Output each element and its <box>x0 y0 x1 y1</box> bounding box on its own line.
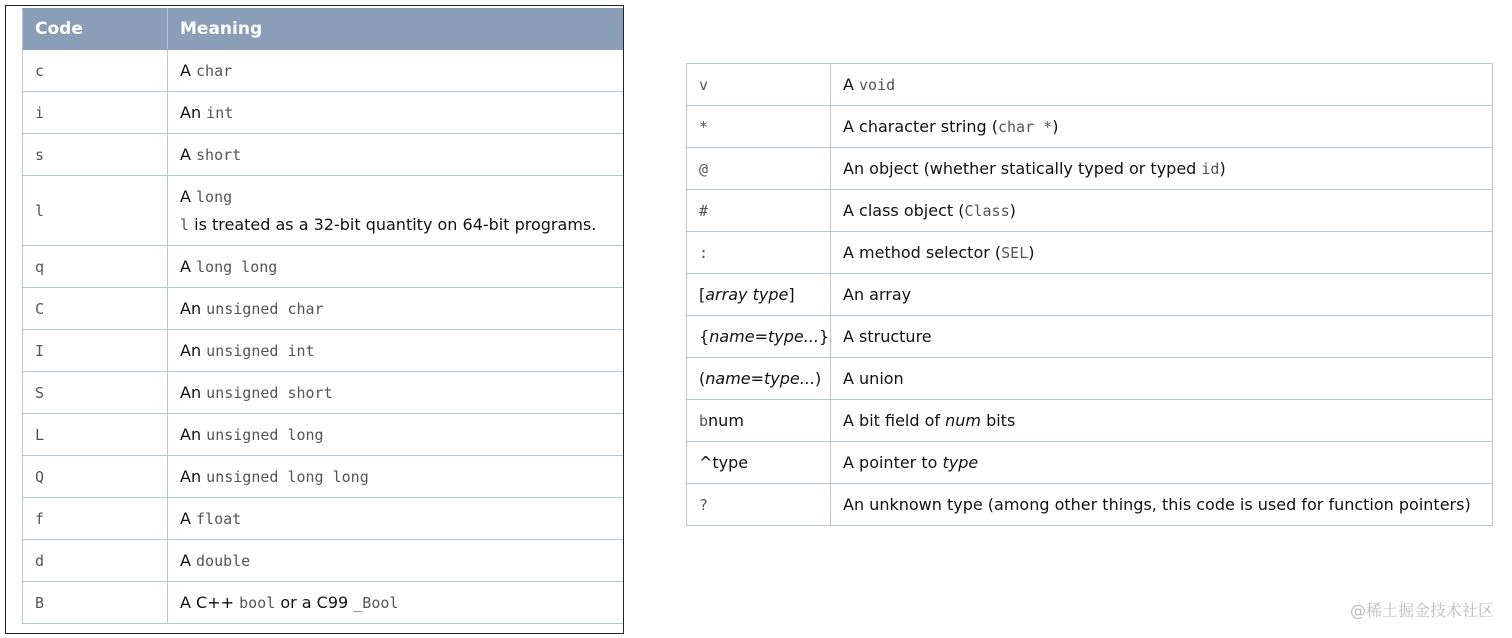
table-row <box>687 484 1493 526</box>
text-segment: S <box>35 384 45 402</box>
text-segment: A <box>180 61 197 80</box>
text-segment: An <box>180 383 207 402</box>
table-row <box>23 498 625 540</box>
meaning-line <box>843 201 1480 220</box>
code-cell <box>23 92 168 134</box>
meaning-line <box>843 495 1480 514</box>
meaning-line <box>843 159 1480 178</box>
code-cell <box>23 288 168 330</box>
text-segment: A <box>843 75 860 94</box>
code-cell <box>687 64 831 106</box>
meaning-cell <box>168 330 625 372</box>
meaning-line <box>843 411 1480 430</box>
table-row <box>23 456 625 498</box>
watermark: @稀土掘金技术社区 <box>1349 601 1494 620</box>
meaning-line <box>843 453 1480 472</box>
meaning-cell <box>168 92 625 134</box>
table-row <box>687 442 1493 484</box>
meaning-cell <box>831 64 1493 106</box>
text-segment: An object (whether statically typed or typed <box>843 159 1202 178</box>
code-cell <box>687 190 831 232</box>
text-segment: unsigned int <box>206 342 315 360</box>
code-cell <box>23 50 168 92</box>
table-row <box>687 64 1493 106</box>
meaning-cell <box>831 316 1493 358</box>
text-segment: A <box>180 145 197 164</box>
text-segment: A pointer to <box>843 453 943 472</box>
table-row <box>23 176 625 246</box>
text-segment: long <box>196 187 233 206</box>
meaning-line <box>180 183 615 211</box>
meaning-line <box>180 593 615 612</box>
meaning-line <box>180 425 615 444</box>
text-segment: An <box>180 103 207 122</box>
text-segment: A character string ( <box>843 117 998 136</box>
meaning-cell <box>831 358 1493 400</box>
text-segment: A structure <box>843 327 932 346</box>
text-segment: q <box>35 258 45 276</box>
text-segment: Q <box>35 468 45 486</box>
code-cell <box>23 540 168 582</box>
meaning-cell <box>168 176 625 246</box>
text-segment: L <box>35 426 45 444</box>
meaning-line <box>180 145 615 164</box>
text-segment: A <box>180 257 197 276</box>
meaning-line <box>180 103 615 122</box>
meaning-cell <box>831 442 1493 484</box>
table-row <box>687 148 1493 190</box>
meaning-line <box>180 383 615 402</box>
left-table-frame <box>5 5 624 634</box>
meaning-cell <box>168 288 625 330</box>
text-segment: A union <box>843 369 904 388</box>
text-segment: void <box>859 76 896 94</box>
text-segment: # <box>699 202 709 220</box>
text-segment: char <box>196 62 233 80</box>
text-segment: f <box>35 510 45 528</box>
text-segment: I <box>35 342 45 360</box>
code-cell <box>23 134 168 176</box>
table-row <box>23 50 625 92</box>
table-row <box>687 400 1493 442</box>
meaning-cell <box>168 456 625 498</box>
code-cell <box>687 358 831 400</box>
text-segment: : <box>699 244 709 262</box>
text-segment: A <box>180 186 197 206</box>
text-segment: A bit field of <box>843 411 946 430</box>
table-row <box>23 372 625 414</box>
meaning-cell <box>831 400 1493 442</box>
code-cell <box>687 232 831 274</box>
text-segment: ^type <box>699 453 749 472</box>
header-code: Code <box>23 9 168 50</box>
text-segment: An unknown type (among other things, this code is used for function pointers) <box>843 495 1471 514</box>
text-segment: [ <box>699 285 706 304</box>
text-segment: An array <box>843 285 912 304</box>
code-cell <box>687 316 831 358</box>
meaning-line <box>843 75 1480 94</box>
meaning-line <box>843 243 1480 262</box>
text-segment: A C++ <box>180 593 240 612</box>
text-segment: * <box>699 118 709 136</box>
code-cell <box>687 442 831 484</box>
meaning-line <box>180 257 615 276</box>
text-segment: An <box>180 467 207 486</box>
code-cell <box>687 484 831 526</box>
table-row <box>23 246 625 288</box>
text-segment: ) <box>1028 243 1035 262</box>
code-cell <box>23 582 168 624</box>
text-segment: double <box>196 552 251 570</box>
text-segment: is treated as a 32-bit quantity on 64-bit programs. <box>189 214 597 234</box>
text-segment: ) <box>1052 117 1059 136</box>
meaning-cell <box>831 484 1493 526</box>
text-segment: _Bool <box>353 594 399 612</box>
meaning-cell <box>831 106 1493 148</box>
table-row <box>23 288 625 330</box>
meaning-cell <box>831 190 1493 232</box>
meaning-cell <box>168 50 625 92</box>
table-row <box>23 582 625 624</box>
meaning-cell <box>831 274 1493 316</box>
text-segment: d <box>35 552 45 570</box>
text-segment: char * <box>998 118 1053 136</box>
text-segment: num <box>945 411 981 430</box>
meaning-line <box>180 509 615 528</box>
code-cell <box>23 414 168 456</box>
meaning-line <box>180 61 615 80</box>
code-cell <box>23 456 168 498</box>
text-segment: unsigned char <box>206 300 324 318</box>
code-cell <box>23 176 168 246</box>
text-segment: ? <box>699 496 709 514</box>
table-header-row <box>23 9 625 50</box>
code-cell <box>23 372 168 414</box>
meaning-cell <box>168 414 625 456</box>
text-segment: { <box>699 327 710 346</box>
text-segment: v <box>699 76 709 94</box>
text-segment: A class object ( <box>843 201 965 220</box>
table-row <box>687 232 1493 274</box>
table-row <box>23 414 625 456</box>
code-cell <box>23 498 168 540</box>
text-segment: unsigned long long <box>206 468 369 486</box>
text-segment: Class <box>964 202 1010 220</box>
text-segment: unsigned long <box>206 426 324 444</box>
meaning-line <box>180 211 615 239</box>
text-segment: A method selector ( <box>843 243 1002 262</box>
type-encoding-table-right <box>686 63 1493 526</box>
text-segment: i <box>35 104 45 122</box>
table-row <box>23 92 625 134</box>
text-segment: name=type... <box>709 327 819 346</box>
table-row <box>687 316 1493 358</box>
text-segment: ] <box>788 285 795 304</box>
text-segment: array type <box>705 285 789 304</box>
text-segment: bits <box>980 411 1016 430</box>
meaning-cell <box>168 582 625 624</box>
text-segment: ) <box>815 369 822 388</box>
text-segment: l <box>180 215 190 234</box>
table-row <box>23 540 625 582</box>
text-segment: An <box>180 425 207 444</box>
code-cell <box>687 274 831 316</box>
text-segment: bool <box>239 594 276 612</box>
text-segment: An <box>180 341 207 360</box>
meaning-cell <box>168 372 625 414</box>
text-segment: SEL <box>1001 244 1029 262</box>
text-segment: c <box>35 62 45 80</box>
table-row <box>687 106 1493 148</box>
text-segment: A <box>180 509 197 528</box>
text-segment: ) <box>1219 159 1226 178</box>
meaning-line <box>180 467 615 486</box>
meaning-cell <box>168 540 625 582</box>
text-segment: int <box>206 104 234 122</box>
text-segment: @ <box>699 160 709 178</box>
meaning-cell <box>168 498 625 540</box>
meaning-cell <box>168 134 625 176</box>
meaning-cell <box>831 148 1493 190</box>
text-segment: ( <box>699 369 706 388</box>
text-segment: s <box>35 146 45 164</box>
text-segment: or a C99 <box>275 593 354 612</box>
text-segment: C <box>35 300 45 318</box>
table-row <box>687 190 1493 232</box>
text-segment: l <box>35 201 45 220</box>
table-row <box>687 358 1493 400</box>
code-cell <box>687 400 831 442</box>
meaning-cell <box>168 246 625 288</box>
meaning-line <box>843 327 1480 346</box>
meaning-line <box>843 369 1480 388</box>
header-meaning: Meaning <box>168 9 625 50</box>
text-segment: name=type... <box>705 369 816 388</box>
text-segment: B <box>35 594 45 612</box>
meaning-line <box>180 299 615 318</box>
code-cell <box>687 106 831 148</box>
code-cell <box>23 246 168 288</box>
meaning-line <box>180 551 615 570</box>
text-segment: ) <box>1009 201 1016 220</box>
text-segment: A <box>180 551 197 570</box>
table-row <box>23 330 625 372</box>
text-segment: } <box>818 327 830 346</box>
table-row <box>687 274 1493 316</box>
type-encoding-table-left <box>22 8 624 624</box>
table-row <box>23 134 625 176</box>
text-segment: unsigned short <box>206 384 333 402</box>
text-segment: short <box>196 146 242 164</box>
text-segment: type <box>942 453 979 472</box>
meaning-line <box>180 341 615 360</box>
text-segment: id <box>1201 160 1220 178</box>
text-segment: An <box>180 299 207 318</box>
meaning-line <box>843 117 1480 136</box>
text-segment: b <box>699 412 709 430</box>
code-cell <box>23 330 168 372</box>
text-segment: float <box>196 510 242 528</box>
code-cell <box>687 148 831 190</box>
meaning-cell <box>831 232 1493 274</box>
text-segment: num <box>708 411 744 430</box>
meaning-line <box>843 285 1480 304</box>
text-segment: long long <box>196 258 278 276</box>
